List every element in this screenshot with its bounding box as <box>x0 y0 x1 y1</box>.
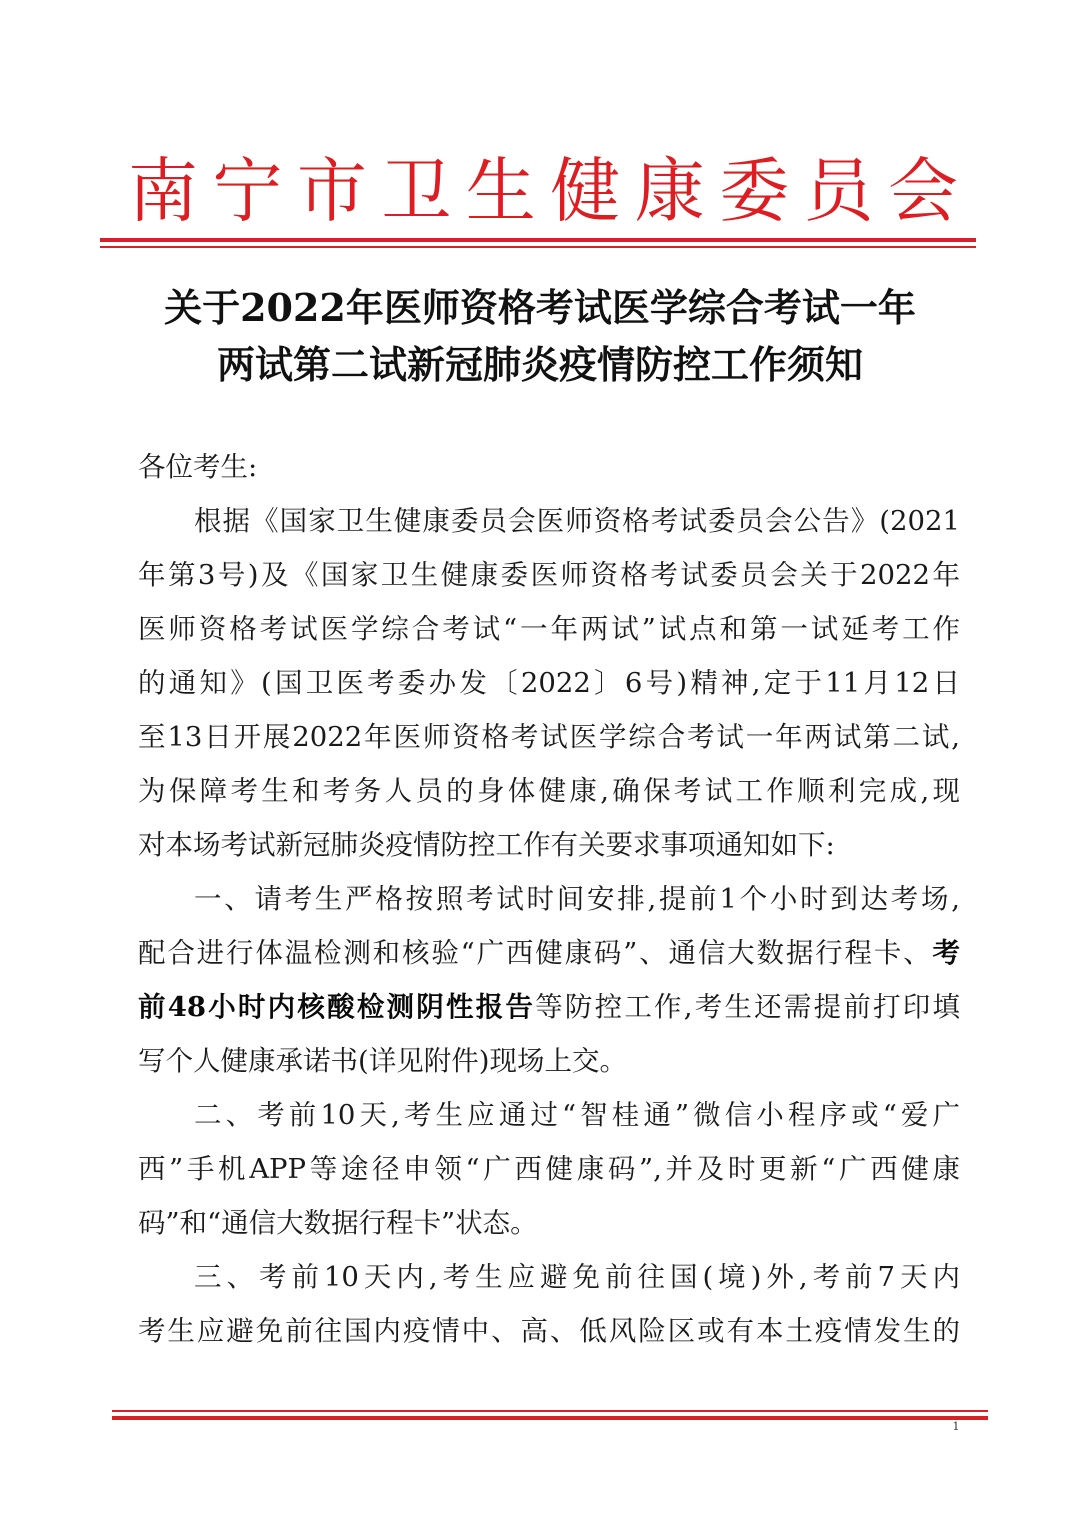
body-line: 二、考前10天,考生应通过“智桂通”微信小程序或“爱广 <box>194 1099 960 1131</box>
issuer-char: 员 <box>803 150 874 232</box>
footer-rule-thin <box>112 1410 988 1412</box>
page-number: 1 <box>952 1420 960 1433</box>
issuer-char: 市 <box>296 150 367 232</box>
body-line: 码”和“通信大数据行程卡”状态。 <box>138 1207 538 1239</box>
header-rule-thick <box>100 238 976 242</box>
body-line: 考生应避免前往国内疫情中、高、低风险区或有本土疫情发生的 <box>138 1315 960 1347</box>
issuer-char: 会 <box>887 150 958 232</box>
issuer-char: 生 <box>465 150 536 232</box>
body-line: 至13日开展2022年医师资格考试医学综合考试一年两试第二试, <box>138 721 960 753</box>
body-line <box>138 980 960 1034</box>
body-text: 配合进行体温检测和核验“广西健康码”、通信大数据行程卡、 <box>138 937 933 969</box>
document-title-line-2: 两试第二试新冠肺炎疫情防控工作须知 <box>216 342 863 387</box>
issuer-char: 南 <box>128 150 198 232</box>
issuer-heading <box>128 148 958 234</box>
body-line: 对本场考试新冠肺炎疫情防控工作有关要求事项通知如下: <box>138 829 835 861</box>
body-line: 写个人健康承诺书(详见附件)现场上交。 <box>138 1045 627 1077</box>
salutation: 各位考生: <box>138 451 258 483</box>
header-rule-thin <box>100 246 976 248</box>
issuer-char: 委 <box>719 150 790 232</box>
body-line: 的通知》(国卫医考委办发〔2022〕6号)精神,定于11月12日 <box>138 667 960 699</box>
body-text: 等防控工作,考生还需提前打印填 <box>535 991 960 1023</box>
issuer-char: 康 <box>634 150 705 232</box>
emphasis-text: 考 <box>932 937 960 969</box>
footer-rule-thick <box>112 1416 988 1420</box>
issuer-char: 健 <box>550 150 621 232</box>
body-line: 西”手机APP等途径申领“广西健康码”,并及时更新“广西健康 <box>138 1153 960 1185</box>
body-line: 三、考前10天内,考生应避免前往国(境)外,考前7天内 <box>194 1261 960 1293</box>
issuer-char: 宁 <box>212 150 283 232</box>
body-line: 医师资格考试医学综合考试“一年两试”试点和第一试延考工作 <box>138 613 960 645</box>
document-title-line-1: 关于2022年医师资格考试医学综合考试一年 <box>164 285 916 330</box>
emphasis-text: 前48小时内核酸检测阴性报告 <box>138 991 536 1023</box>
issuer-char: 卫 <box>381 150 452 232</box>
body-line: 根据《国家卫生健康委员会医师资格考试委员会公告》(2021 <box>194 505 960 537</box>
body-line <box>138 926 960 980</box>
body-line: 为保障考生和考务人员的身体健康,确保考试工作顺利完成,现 <box>138 775 960 807</box>
body-line: 年第3号)及《国家卫生健康委医师资格考试委员会关于2022年 <box>138 559 960 591</box>
body-line: 一、请考生严格按照考试时间安排,提前1个小时到达考场, <box>194 883 960 915</box>
